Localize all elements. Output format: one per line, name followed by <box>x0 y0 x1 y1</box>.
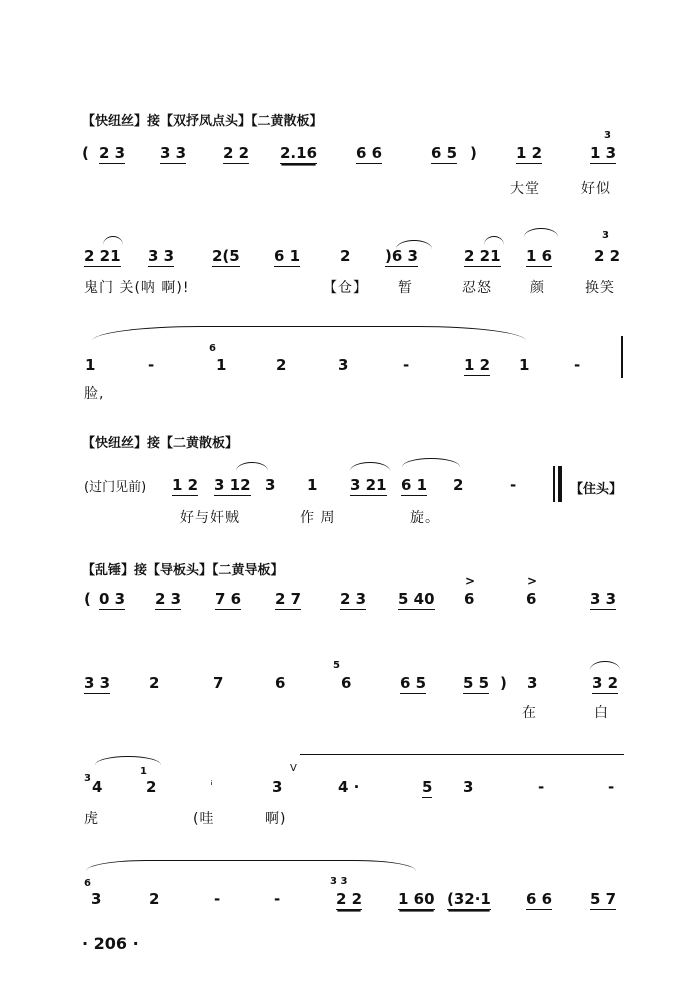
note: 3 3 <box>160 144 187 162</box>
lyric: (哇 <box>193 811 215 827</box>
lyric: 好似 <box>581 181 611 197</box>
note: 2(5 <box>212 247 240 265</box>
page-number: · 206 · <box>82 934 139 953</box>
note: - <box>214 890 221 908</box>
note: ) <box>500 674 507 692</box>
note: 2 21 <box>84 247 121 265</box>
bar-line <box>621 336 623 378</box>
note: 3 21 <box>350 476 387 494</box>
section-header: 【乱锤】接【导板头】【二黄导板】 <box>82 563 284 578</box>
note: ) <box>470 144 477 162</box>
note: 2 <box>453 476 464 494</box>
note: 2 7 <box>275 590 302 608</box>
note: 2 21 <box>464 247 501 265</box>
grace-note: 6 <box>84 878 91 889</box>
slur <box>103 236 123 245</box>
ending-marker: 【住头】 <box>570 482 623 497</box>
lyric: 换笑 <box>585 280 615 296</box>
grace-note: 3 <box>84 773 91 784</box>
grace-note: 6 <box>209 343 216 354</box>
note: 0 3 <box>99 590 126 608</box>
note: 6 1 <box>274 247 301 265</box>
note: 3 <box>272 778 283 796</box>
note: - <box>510 476 517 494</box>
note: 2 <box>146 778 157 796</box>
note: - <box>608 778 615 796</box>
slur <box>95 756 161 765</box>
note: 3 <box>265 476 276 494</box>
slur <box>236 462 268 471</box>
grace-note: 1 <box>140 766 147 777</box>
note: 3 12 <box>214 476 251 494</box>
note: 1 6 <box>526 247 553 265</box>
breath-mark: V <box>290 763 297 774</box>
note: 3 2 <box>592 674 619 692</box>
note: 5 7 <box>590 890 617 908</box>
note: 2 2 <box>594 247 621 265</box>
note: 6 <box>464 590 475 608</box>
lyric: 鬼门 关(呐 啊)! <box>84 280 190 296</box>
note: 6 6 <box>356 144 383 162</box>
note: )6 3 <box>385 247 418 265</box>
section-header: 【快纽丝】接【双抒凤点头】【二黄散板】 <box>82 114 323 129</box>
note: - <box>538 778 545 796</box>
section-header: 【快纽丝】接【二黄散板】 <box>82 436 239 451</box>
accent-mark: > <box>527 574 538 588</box>
note: 6 <box>341 674 352 692</box>
grace-note: 3 <box>604 130 611 141</box>
note: 5 5 <box>463 674 490 692</box>
lyric: 啊) <box>265 811 287 827</box>
note: 1 <box>307 476 318 494</box>
note: - <box>274 890 281 908</box>
note: 1 3 <box>590 144 617 162</box>
note: 6 5 <box>400 674 427 692</box>
note: 5 40 <box>398 590 435 608</box>
accent-mark: > <box>465 574 476 588</box>
note: 7 6 <box>215 590 242 608</box>
note: 3 <box>91 890 102 908</box>
note: - <box>574 356 581 374</box>
note: (过门见前) <box>84 480 147 495</box>
note: 6 <box>526 590 537 608</box>
note: 3 <box>463 778 474 796</box>
note: 3 <box>338 356 349 374</box>
note: 4 · <box>338 778 360 796</box>
note: 1 2 <box>172 476 199 494</box>
note: 3 3 <box>148 247 175 265</box>
note: 2 <box>340 247 351 265</box>
lyric: 在 <box>522 705 537 721</box>
lyric: 暂 <box>398 280 413 296</box>
note: - <box>403 356 410 374</box>
note: 3 3 <box>590 590 617 608</box>
slur <box>484 236 504 245</box>
lyric: 【仓】 <box>323 280 368 296</box>
slur <box>524 228 558 237</box>
note: 2 <box>149 890 160 908</box>
bar-line <box>558 466 562 502</box>
slur <box>402 458 460 467</box>
lyric: 白 <box>594 705 609 721</box>
note: 2 3 <box>340 590 367 608</box>
note: 2.16 <box>280 144 318 162</box>
grace-note: 3 3 <box>330 876 348 887</box>
note: 2 3 <box>155 590 182 608</box>
note: 4 <box>92 778 103 796</box>
note: 1 2 <box>464 356 491 374</box>
note: 2 <box>149 674 160 692</box>
note: 5 <box>422 778 433 796</box>
note: 1 <box>85 356 96 374</box>
note: ( <box>84 590 91 608</box>
lyric: 虎 <box>84 811 99 827</box>
lyric: 大堂 <box>510 181 540 197</box>
note: 2 <box>276 356 287 374</box>
slur <box>350 462 390 471</box>
note: 1 2 <box>516 144 543 162</box>
note: 7 <box>213 674 224 692</box>
note: 1 <box>216 356 227 374</box>
lyric: 忍怒 <box>462 280 492 296</box>
note: 2 3 <box>99 144 126 162</box>
note: 6 1 <box>401 476 428 494</box>
note: - <box>148 356 155 374</box>
lyric: 脸, <box>84 386 105 402</box>
note: ( <box>82 144 89 162</box>
tie-line <box>300 754 624 755</box>
lyric: 作 周 <box>300 510 336 526</box>
grace-note: 3 <box>602 230 609 241</box>
note: 2 2 <box>223 144 250 162</box>
grace-note: 5 <box>333 660 340 671</box>
note: 3 3 <box>84 674 111 692</box>
note: 1 <box>519 356 530 374</box>
note: 6 <box>275 674 286 692</box>
slur <box>86 860 416 871</box>
slur <box>590 661 620 670</box>
note: 6 5 <box>431 144 458 162</box>
note: 2 2 <box>336 890 363 908</box>
lyric: 颜 <box>530 280 545 296</box>
note: ꜞ <box>210 778 214 792</box>
note: (32·1 <box>447 890 491 908</box>
lyric: 旋。 <box>410 510 440 526</box>
lyric: 好与奸贼 <box>180 510 240 526</box>
bar-line <box>553 466 555 502</box>
note: 1 60 <box>398 890 435 908</box>
slur <box>92 326 526 341</box>
note: 6 6 <box>526 890 553 908</box>
note: 3 <box>527 674 538 692</box>
